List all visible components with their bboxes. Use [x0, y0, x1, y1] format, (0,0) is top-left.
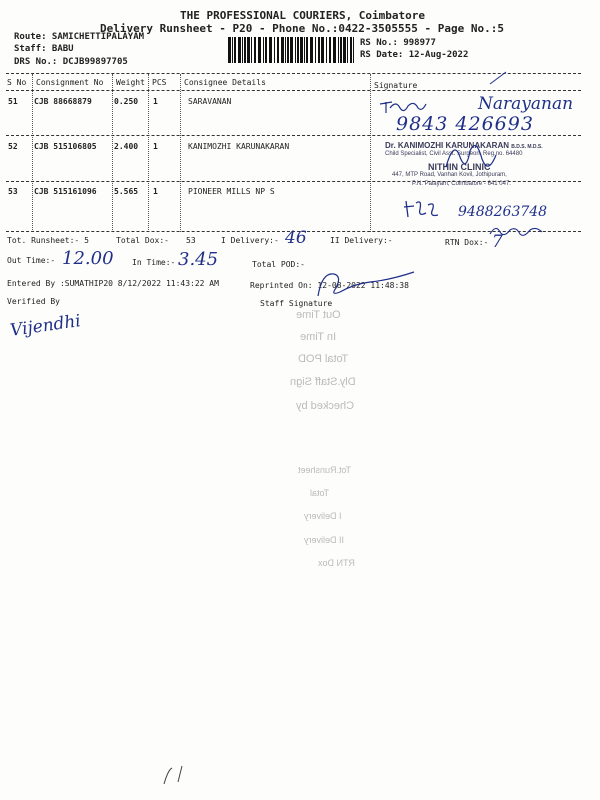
- col-pcs: PCS: [152, 78, 167, 87]
- entered-by: Entered By :SUMATHIP20 8/12/2022 11:43:22 AM: [7, 279, 219, 288]
- tot-runsheet: Tot. Runsheet:- 5: [7, 236, 89, 245]
- route-label: Route: SAMICHETTIPALAYAM: [14, 32, 145, 42]
- row-consignee: PIONEER MILLS NP S: [188, 187, 275, 196]
- out-time-label: Out Time:-: [7, 256, 56, 265]
- ii-delivery-label: II Delivery:-: [330, 236, 393, 245]
- signature-name: Narayanan: [478, 94, 574, 114]
- row-consignment: CJB 88668879: [34, 97, 92, 106]
- stamp-name: Dr. KANIMOZHI KARUNAKARAN B.D.S. M.D.S.: [385, 141, 543, 150]
- drs-number: DRS No.: DCJB99897705: [14, 57, 128, 67]
- row-pcs: 1: [153, 97, 158, 106]
- col-consignee: Consignee Details: [184, 78, 266, 87]
- verified-by-label: Verified By: [7, 297, 60, 306]
- row-pcs: 1: [153, 142, 158, 151]
- row-pcs: 1: [153, 187, 158, 196]
- in-time-label: In Time:-: [132, 258, 176, 267]
- rs-number: RS No.: 998977: [360, 38, 436, 48]
- reprint-signature-icon: [310, 266, 420, 302]
- initial-signature-icon: [402, 197, 442, 221]
- signature-phone-2: 9488263748: [458, 204, 548, 220]
- row-weight: 0.250: [114, 97, 139, 106]
- row-sno: 52: [8, 142, 18, 151]
- verified-signature: Vijendhi: [8, 311, 83, 341]
- company-title: THE PROFESSIONAL COURIERS, Coimbatore: [180, 9, 426, 22]
- row-weight: 2.400: [114, 142, 139, 151]
- row-consignment: CJB 515161096: [34, 187, 97, 196]
- col-signature: Signature: [374, 81, 418, 90]
- col-consignment: Consignment No: [36, 78, 104, 87]
- total-dox-label: Total Dox:-: [116, 236, 169, 245]
- col-sno: S No: [7, 78, 27, 87]
- reprinted-on: Reprinted On: 12-08-2022 11:48:38: [250, 281, 409, 290]
- row-consignee: SARAVANAN: [188, 97, 232, 106]
- runsheet-title: Delivery Runsheet - P20 - Phone No.:0422-3505555 - Page No.:5: [100, 22, 504, 35]
- row-consignee: KANIMOZHI KARUNAKARAN: [188, 142, 290, 151]
- row-consignment: CJB 515106805: [34, 142, 97, 151]
- stamp-signature-icon: [440, 137, 500, 181]
- tick-mark-icon: [488, 70, 508, 88]
- row-sno: 51: [8, 97, 18, 106]
- col-weight: Weight: [116, 78, 145, 87]
- out-time-value: 12.00: [62, 248, 114, 269]
- in-time-value: 3.45: [178, 249, 219, 270]
- i-delivery-label: I Delivery:-: [221, 236, 279, 245]
- pen-mark-icon: [158, 764, 188, 788]
- barcode-image: [228, 37, 354, 63]
- staff-label: Staff: BABU: [14, 44, 74, 54]
- rtn-dox-value: 7: [492, 232, 503, 252]
- staff-signature-label: Staff Signature: [260, 299, 333, 308]
- signature-phone-1: 9843 426693: [396, 113, 534, 135]
- row-sno: 53: [8, 187, 18, 196]
- table-header-rule: [6, 90, 581, 91]
- row-weight: 5.565: [114, 187, 139, 196]
- rs-date: RS Date: 12-Aug-2022: [360, 50, 469, 60]
- i-delivery-value: 46: [285, 228, 307, 248]
- total-dox-value: 53: [186, 236, 196, 245]
- total-pod-label: Total POD:-: [252, 260, 305, 269]
- rtn-dox-label: RTN Dox:-: [445, 238, 489, 247]
